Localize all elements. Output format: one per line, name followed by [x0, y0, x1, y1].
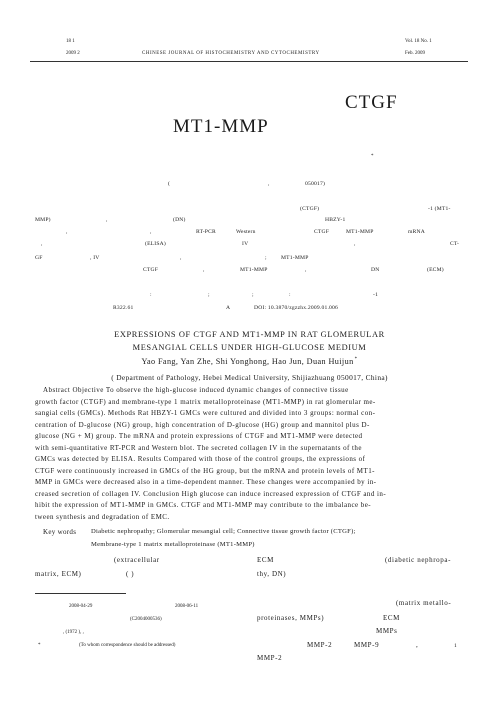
keywords-cn-fragment: ;	[252, 292, 254, 298]
intro-fragment: (extracellular	[114, 556, 160, 564]
intro-fragment: ECM	[383, 614, 400, 622]
abstract-en-line: hibit the expression of MT1-MMP in GMCs. CTGF and MT1-MMP may contribute to the imbalance be-	[35, 501, 372, 509]
abstract-cn-fragment: mRNA	[408, 229, 425, 235]
intro-fragment: thy, DN)	[257, 570, 287, 578]
abstract-en-line: Abstract Objective To observe the high-glucose induced dynamic changes of connective tissue	[43, 386, 349, 394]
keywords-cn-fragment: ;	[208, 292, 210, 298]
footnote-correspondence: (To whom correspondence should be addressed)	[79, 643, 176, 648]
abstract-cn-fragment: RT-PCR	[196, 229, 216, 235]
intro-fragment: MMP-2	[257, 654, 283, 662]
keywords-cn-fragment: :	[289, 292, 291, 298]
intro-fragment: ,	[416, 641, 419, 649]
abstract-cn-fragment: , IV	[90, 255, 100, 261]
abstract-en-line: CTGF were continuously increased in GMCs of the HG group, but the mRNA and protein levels of MT1-	[35, 466, 375, 475]
header-date-en: Feb. 2009	[405, 51, 425, 56]
abstract-cn-fragment: ,	[180, 255, 182, 261]
abstract-en-line: MMP in GMCs were decreased also in a time-dependent manner. These changes were accompanied by in-	[35, 478, 377, 486]
abstract-en-line: glucose (NG + M) group. The mRNA and protein expressions of CTGF and MT1-MMP were detected	[35, 432, 363, 440]
abstract-en-line: GMCs was detected by ELISA. Results Compared with those of the control groups, the expressions of	[35, 455, 366, 463]
abstract-cn-fragment: ,	[41, 241, 43, 247]
abstract-cn-fragment: ;	[265, 255, 267, 261]
document-code: A	[226, 305, 231, 311]
affiliation-en: ( Department of Pathology, Hebei Medical University, Shijiazhuang 050017, China)	[111, 373, 388, 382]
footnote-fund-number: (C2004000536)	[130, 617, 162, 622]
affiliation-cn-open: (	[168, 181, 171, 187]
abstract-cn-fragment: -1 (MT1-	[428, 206, 451, 212]
abstract-en-line: sangial cells (GMCs). Methods Rat HBZY-1 GMCs were cultured and divided into 3 groups: normal con-	[35, 409, 376, 417]
page-number: 1	[454, 643, 457, 649]
abstract-cn-fragment: CT-	[450, 241, 460, 247]
intro-fragment: matrix, ECM)	[35, 570, 82, 578]
abstract-en-line: centration of D-glucose (NG) group, high concentration of D-glucose (HG) group and mannitol plus D-	[35, 420, 370, 429]
affiliation-cn-comma: ,	[268, 181, 270, 187]
abstract-cn-fragment: CTGF	[143, 267, 159, 273]
footnote-star: *	[38, 643, 41, 648]
abstract-cn-fragment: MT1-MMP	[346, 229, 374, 235]
footnote-rule	[35, 593, 126, 594]
abstract-en-line: tween synthesis and degradation of EMC.	[35, 512, 170, 521]
intro-fragment: (matrix metallo-	[396, 599, 452, 607]
footnote-revised-date: 2008-06-11	[175, 604, 199, 609]
abstract-cn-fragment: MT1-MMP	[240, 267, 268, 273]
abstract-cn-fragment: ,	[305, 267, 307, 273]
header-year-month-cn: 2009 2	[66, 51, 80, 56]
abstract-cn-fragment: (DN)	[173, 217, 186, 223]
intro-fragment: MMP-2	[307, 641, 333, 649]
title-cn-line1: CTGF	[345, 92, 398, 113]
keywords-en-label: Key words	[43, 528, 77, 536]
abstract-cn-fragment: ,	[150, 229, 152, 235]
header-vol-num-cn: 18 1	[66, 39, 75, 44]
intro-fragment: (diabetic nephropa-	[385, 556, 452, 564]
header-journal-name: CHINESE JOURNAL OF HISTOCHEMISTRY AND CYTOCHEMISTRY	[142, 51, 320, 56]
header-rule	[30, 61, 468, 62]
title-en-line1: EXPRESSIONS OF CTGF AND MT1-MMP IN RAT GLOMERULAR	[114, 330, 385, 339]
clc-number: R322.61	[113, 305, 134, 311]
title-en-line2: MESANGIAL CELLS UNDER HIGH-GLUCOSE MEDIUM	[132, 343, 367, 352]
abstract-cn-fragment: Western	[236, 229, 256, 235]
doi: DOI: 10.3870/zgzzhx.2009.01.006	[254, 305, 339, 311]
abstract-cn-fragment: MMP)	[35, 217, 51, 223]
abstract-cn-fragment: ,	[354, 241, 356, 247]
abstract-cn-fragment: ,	[66, 229, 68, 235]
abstract-en-line: growth factor (CTGF) and membrane-type 1 matrix metalloproteinase (MT1-MMP) in rat glomerular me-	[35, 397, 376, 406]
footnote-author-bio: , (1972 ), ,	[63, 630, 84, 635]
intro-fragment: proteinases, MMPs)	[257, 614, 325, 622]
affiliation-cn-postcode: 050017)	[305, 181, 326, 187]
keywords-cn-fragment: -1	[373, 292, 379, 298]
intro-fragment: ECM	[257, 556, 274, 564]
abstract-cn-fragment: (ELISA)	[145, 241, 166, 247]
abstract-en-line: with semi-quantitative RT-PCR and Western blot. The secreted collagen IV in the supernatants of the	[35, 443, 362, 452]
abstract-cn-fragment: ,	[203, 267, 205, 273]
intro-fragment: ( )	[126, 570, 135, 578]
abstract-cn-fragment: DN	[371, 267, 380, 273]
keywords-en-line1: Diabetic nephropathy; Glomerular mesangial cell; Connective tissue growth factor (CTGF);	[91, 528, 356, 535]
abstract-cn-fragment: ,	[106, 217, 108, 223]
header-vol-en: Vol. 18 No. 1	[405, 39, 432, 44]
title-cn-line2: MT1-MMP	[173, 116, 269, 137]
intro-fragment: MMP-9	[354, 641, 380, 649]
abstract-cn-fragment: (ECM)	[427, 267, 444, 273]
abstract-en-line: creased secretion of collagen IV. Conclusion High glucose can induce increased expression of CTGF and in-	[35, 489, 387, 498]
abstract-cn-fragment: GF	[35, 255, 43, 261]
abstract-cn-fragment: HBZY-1	[325, 217, 346, 223]
authors-star: *	[354, 357, 358, 362]
keywords-cn-fragment: :	[150, 292, 152, 298]
abstract-cn-fragment: (CTGF)	[300, 206, 320, 212]
abstract-cn-fragment: MT1-MMP	[281, 255, 309, 261]
keywords-en-line2: Membrane-type 1 matrix metalloproteinase (MT1-MMP)	[91, 541, 255, 548]
footnote-received-date: 2008-04-29	[69, 604, 93, 609]
title-star: *	[371, 154, 374, 159]
authors-en: Yao Fang, Yan Zhe, Shi Yonghong, Hao Jun, Duan Huijun	[141, 357, 354, 366]
abstract-cn-fragment: CTGF	[314, 229, 330, 235]
intro-fragment: MMPs	[376, 627, 398, 635]
abstract-en	[35, 385, 467, 523]
abstract-cn-fragment: IV	[242, 241, 249, 247]
